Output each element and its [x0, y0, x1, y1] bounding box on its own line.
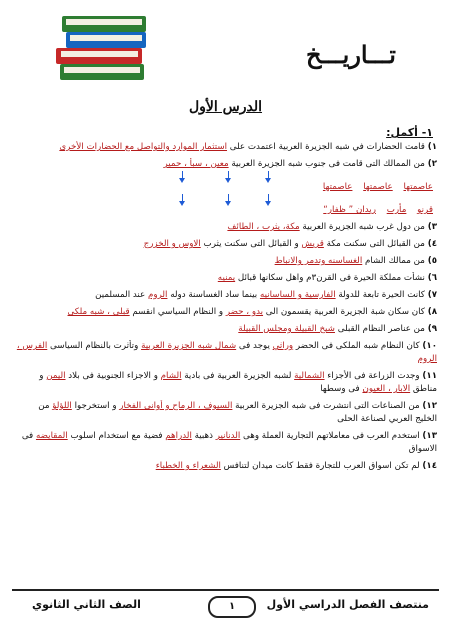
question-9: ٩) من عناصر النظام القبلى شيخ القبيلة ومجلس القبيلة	[238, 324, 437, 334]
capital-names-row: قرنو مأرب ريدان ” ظفار“	[323, 205, 433, 215]
section-heading: ١- أكمل:	[386, 126, 433, 139]
question-6: ٦) نشأت مملكة الحيرة فى القرن٣م واهل سكانها قبائل يمنيه	[217, 273, 437, 283]
lesson-title: الدرس الأول	[188, 99, 263, 115]
question-1: ١) قامت الحضارات في شبه الجزيرة العربية اعتمدت على استثمار الموارد والتواصل مع الحضارات الأخرى	[59, 142, 437, 152]
question-14: ١٤) لم تكن اسواق العرب للتجارة فقط كانت ميدان لتنافس الشعراء و الخطباء	[155, 461, 437, 471]
question-2: ٢) من الممالك التى قامت فى جنوب شبه الجزيرة العربية معين ، سبأ ، حمير	[163, 159, 437, 169]
question-5: ٥) من ممالك الشام الغساسنه وتدمر والانباط	[274, 256, 437, 266]
question-11: ١١) وجدت الزراعة فى الأجزاء الشمالية لشبه الجزيرة العربية فى بادية الشام و الاجزاء الجنوبية فى بلاد اليمن و مناطق الابار ، العيون فى وسطها	[39, 371, 437, 394]
page-title: تـــاريـــخ	[306, 40, 396, 69]
question-8: ٨) كان سكان شبة الجزيرة العربية يقسمون الى بدو ، حضر و النظام السياسي انقسم قبلى ، شبه ملكى	[67, 307, 437, 317]
question-10: ١٠) كان النظام شبه الملكى فى الحضر وراثي يوجد فى شمال شبه الجزيرة العربية وتأثرت بالنظام السياسى الفرس ، الروم	[16, 341, 437, 364]
page-number-badge: ١	[208, 596, 256, 618]
footer-grade: الصف الثاني الثانوي	[32, 598, 141, 611]
capitals-row: عاصمتها عاصمتها عاصمتها	[322, 182, 433, 192]
footer-divider	[12, 589, 439, 591]
arrows-row-2	[14, 196, 437, 204]
question-12: ١٢) من الصناعات التى انتشرت فى شبه الجزيرة العربية السيوف ، الرماح و أوانى الفخار و استخرجوا اللؤلؤ من الخليج العربي لصناعة الحلى	[38, 401, 437, 424]
arrows-row	[14, 173, 437, 181]
question-13: ١٣) استخدم العرب فى معاملاتهم التجارية العملة وهى الدنانير ذهبية الدراهم فضية مع استخدام اسلوب المقايضه فى الاسواق	[21, 431, 437, 454]
books-icon	[52, 10, 150, 86]
question-4: ٤) من القبائل التى سكنت مكة قريش و القبائل التى سكنت يثرب الاوس و الخزرج	[143, 239, 437, 249]
page-footer	[12, 589, 439, 623]
footer-term: منتصف الفصل الدراسي الأول	[266, 598, 429, 611]
question-3: ٣) من دول غرب شبه الجزيرة العربية مكة، يثرب ، الطائف	[227, 222, 437, 232]
question-7: ٧) كانت الحيرة تابعة للدولة الفارسية و الساسانيه بينما ساد الغساسنة دوله الروم عند المسلمين	[95, 290, 437, 300]
questions-list	[14, 141, 437, 477]
